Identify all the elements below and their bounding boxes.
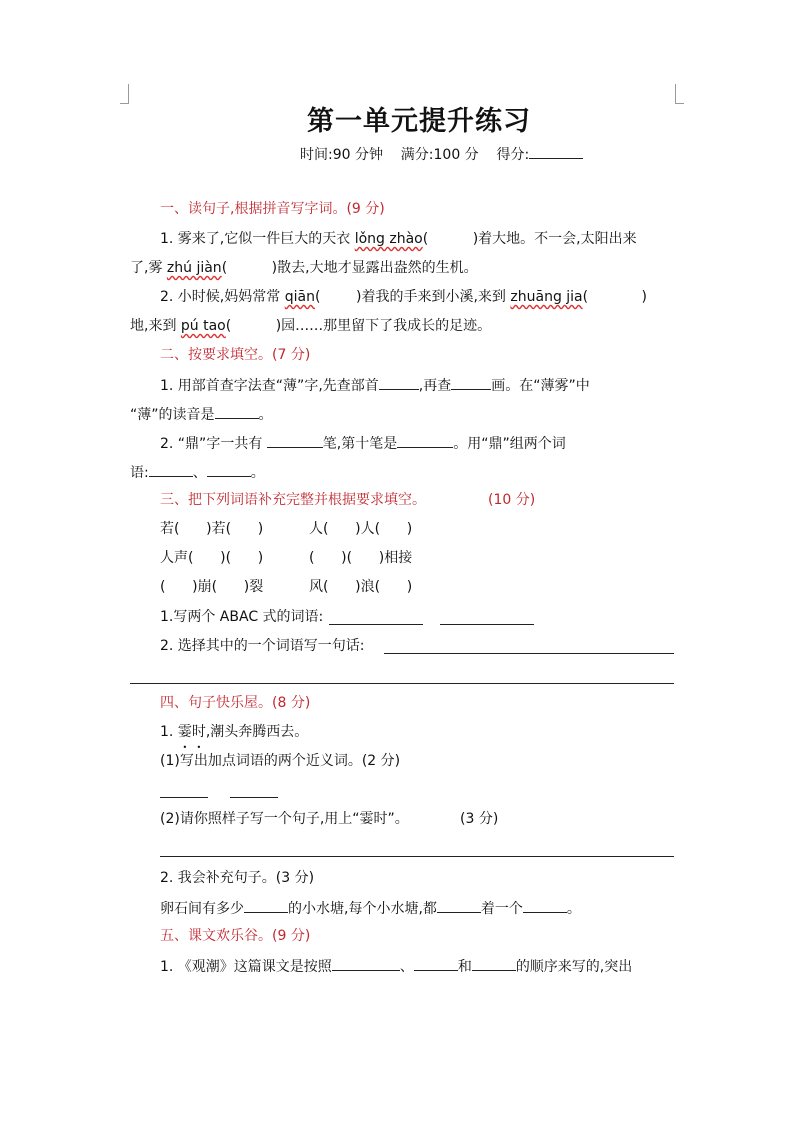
s4-q1-sub2-points: (3 分): [460, 811, 499, 827]
s4-q1-sub1: (1)写出加点词语的两个近义词。(2 分): [160, 753, 401, 769]
s2-q2-line1: [160, 432, 566, 454]
s4-q2-text-a: 卵石间有多少: [160, 901, 244, 917]
s2-q1-text-d: “薄”的读音是: [130, 407, 215, 423]
s2-q1-line1: [160, 374, 590, 396]
s4-synonym-blank-1[interactable]: [160, 797, 208, 798]
s1-q1-text-d: ( )散去,大地才显露出盎然的生机。: [221, 260, 478, 276]
s5-q1-text-b: 、: [399, 959, 414, 975]
idiom-2: 人( )人( ): [309, 521, 413, 537]
s1-q2-text-c: ( ): [582, 289, 647, 305]
s2-q2-text-b: 笔,第十笔是: [322, 436, 398, 452]
s5-q1-text-d: 的顺序来写的,突出: [515, 959, 633, 975]
s1-q1-text-c: 了,雾: [130, 260, 167, 276]
s2-q2-text-e: 、: [192, 465, 207, 481]
s5-q1-text-a: 1. 《观潮》这篇课文是按照: [160, 959, 332, 975]
s1-q1-text-b: ( )着大地。不一会,太阳出来: [422, 231, 637, 247]
s1-q2-text-a: 2. 小时候,妈妈常常: [160, 289, 285, 305]
s2-q2-text-a: 2. “鼎”字一共有: [160, 436, 267, 452]
idiom-6: 风( )浪( ): [309, 579, 413, 595]
section-3-points: (10 分): [488, 492, 536, 508]
s4-q2-text-b: 的小水塘,每个小水塘,都: [288, 901, 437, 917]
s1-q1-line1: [160, 229, 637, 249]
s4-q2-blank-1[interactable]: [244, 897, 288, 913]
s4-q2: 2. 我会补充句子。(3 分): [160, 870, 315, 886]
s4-q2-blank-3[interactable]: [523, 897, 567, 913]
s5-blank-1[interactable]: [332, 955, 400, 971]
s2-blank-stroke-count[interactable]: [267, 432, 323, 448]
s4-sentence-line[interactable]: [160, 856, 674, 857]
s3-q1-blank-2[interactable]: [440, 624, 534, 625]
s4-q2-blank-2[interactable]: [437, 897, 481, 913]
section-4-heading: 四、句子快乐屋。(8 分): [160, 695, 311, 711]
s2-q1-text-b: ,再查: [418, 378, 452, 394]
s4-q2-text-d: 。: [566, 901, 581, 917]
s3-q1: 1.写两个 ABAC 式的词语:: [160, 609, 324, 625]
pinyin-zhu-jian: zhú jiàn: [166, 260, 222, 276]
s4-synonym-blank-2[interactable]: [230, 797, 278, 798]
exam-meta-text: 时间:90 分钟 满分:100 分 得分:: [300, 147, 530, 163]
crop-mark-right-vertical: [675, 84, 676, 104]
s2-q2-text-f: 。: [250, 465, 265, 481]
idiom-1: 若( )若( ): [160, 521, 264, 537]
s3-q1-blank-1[interactable]: [329, 624, 423, 625]
s2-q1-line2: [130, 403, 273, 425]
s5-blank-2[interactable]: [414, 955, 458, 971]
s2-blank-reading[interactable]: [215, 403, 259, 419]
crop-mark-left-vertical: [128, 84, 129, 104]
s4-q2-sentence: [160, 897, 581, 919]
s1-q1-text-a: 1. 雾来了,它似一件巨大的天衣: [160, 231, 355, 247]
dotted-char-sha: 霎: [177, 724, 192, 740]
s2-q1-text-a: 1. 用部首查字法查“薄”字,先查部首: [160, 378, 379, 394]
pinyin-pu-tao: pú tao: [180, 318, 226, 334]
section-3-heading: 三、把下列词语补充完整并根据要求填空。: [160, 492, 426, 508]
s3-q2: 2. 选择其中的一个词语写一句话:: [160, 638, 365, 654]
s1-q2-text-b: ( )着我的手来到小溪,来到: [314, 289, 511, 305]
s5-q1: [160, 955, 632, 977]
pinyin-qian: qiān: [284, 289, 315, 305]
s4-q2-text-c: 着一个: [480, 901, 523, 917]
s2-blank-tenth-stroke[interactable]: [397, 432, 453, 448]
section-5-heading: 五、课文欢乐谷。(9 分): [160, 928, 311, 944]
section-1-heading: 一、读句子,根据拼音写字词。(9 分): [160, 201, 385, 217]
s2-blank-word-1[interactable]: [149, 461, 193, 477]
pinyin-long-zhao: lǒng zhào: [354, 231, 423, 247]
page-title: 第一单元提升练习: [307, 106, 531, 137]
s1-q2-line1: [160, 287, 647, 307]
s1-q2-text-d: 地,来到: [130, 318, 181, 334]
s1-q1-line2: [130, 258, 478, 278]
s5-blank-3[interactable]: [472, 955, 516, 971]
idiom-4: ( )( )相接: [309, 550, 413, 566]
s4-q1-sentence: ,潮头奔腾西去。: [205, 724, 309, 740]
exam-meta: [300, 143, 583, 165]
s2-q1-text-c: 画。在“薄雾”中: [491, 378, 590, 394]
section-2-heading: 二、按要求填空。(7 分): [160, 347, 311, 363]
crop-mark-left-horizontal: [120, 103, 129, 104]
idiom-3: 人声( )( ): [160, 550, 264, 566]
s3-q2-blank[interactable]: [384, 653, 674, 654]
s3-answer-line[interactable]: [130, 683, 674, 684]
s5-q1-text-c: 和: [457, 959, 472, 975]
s2-q1-text-e: 。: [258, 407, 273, 423]
s1-q2-text-e: ( )园……那里留下了我成长的足迹。: [225, 318, 492, 334]
s2-blank-radical[interactable]: [379, 374, 419, 390]
s4-q1-sub2: (2)请你照样子写一个句子,用上“霎时”。: [160, 811, 409, 827]
dotted-char-shi: 时: [191, 724, 206, 740]
s4-q1-number: 1.: [160, 724, 178, 740]
s2-blank-strokes[interactable]: [451, 374, 491, 390]
crop-mark-right-horizontal: [675, 103, 684, 104]
s2-q2-text-c: 。用“鼎”组两个词: [453, 436, 566, 452]
s1-q2-line2: [130, 316, 491, 336]
s2-blank-word-2[interactable]: [207, 461, 251, 477]
s4-q1: [160, 722, 308, 742]
score-blank[interactable]: [529, 143, 583, 159]
pinyin-zhuang-jia: zhuāng jia: [510, 289, 583, 305]
s2-q2-text-d: 语:: [130, 465, 149, 481]
idiom-5: ( )崩( )裂: [160, 579, 264, 595]
s2-q2-line2: [130, 461, 265, 483]
